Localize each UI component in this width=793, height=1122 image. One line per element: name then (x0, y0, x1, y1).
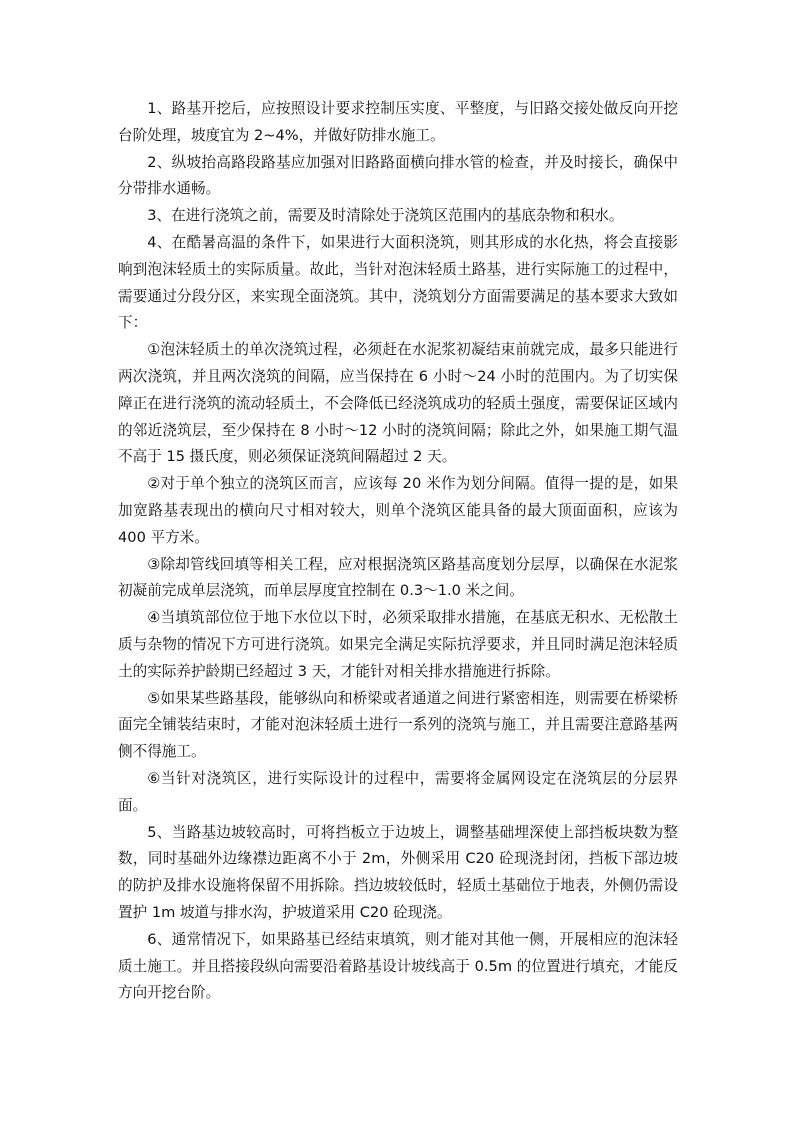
list-item-1: ①泡沫轻质土的单次浇筑过程，必须赶在水泥浆初凝结束前就完成，最多只能进行两次浇筑，并且两次浇筑的间隔，应当保持在 6 小时～24 小时的范围内。为了切实保障正在进行浇筑的流动轻质土，不会降低已经浇筑成功的轻质土强度，需要保证区域内的邻近浇筑层，至少保持在 8 小时～12 小时的浇筑间隔；除此之外，如果施工期气温不高于 15 摄氏度，则必须保证浇筑间隔超过 2 天。 (118, 341, 678, 466)
paragraph-3: 3、在进行浇筑之前，需要及时清除处于浇筑区范围内的基底杂物和积水。 (147, 207, 624, 225)
paragraph-1: 1、路基开挖后，应按照设计要求控制压实度、平整度，与旧路交接处做反向开挖台阶处理，坡度宜为 2~4%，并做好防排水施工。 (118, 100, 678, 144)
paragraph-6: 6、通常情况下，如果路基已经结束填筑，则才能对其他一侧，开展相应的泡沫轻质土施工。并且搭接段纵向需要沿着路基设计坡线高于 0.5m 的位置进行填充，才能反方向开挖台阶。 (118, 930, 678, 1002)
document-body (118, 96, 678, 1007)
list-item-5: ⑤如果某些路基段，能够纵向和桥梁或者通道之间进行紧密相连，则需要在桥梁桥面完全铺装结束时，才能对泡沫轻质土进行一系列的浇筑与施工，并且需要注意路基两侧不得施工。 (118, 689, 678, 761)
paragraph-2: 2、纵坡抬高路段路基应加强对旧路路面横向排水管的检查，并及时接长，确保中分带排水通畅。 (118, 153, 678, 198)
paragraph-4: 4、在酷暑高温的条件下，如果进行大面积浇筑，则其形成的水化热，将会直接影响到泡沫轻质土的实际质量。故此，当针对泡沫轻质土路基，进行实际施工的过程中，需要通过分段分区，来实现全面浇筑。其中，浇筑划分方面需要满足的基本要求大致如下： (118, 233, 678, 332)
paragraph-5: 5、当路基边坡较高时，可将挡板立于边坡上，调整基础埋深使上部挡板块数为整数，同时基础外边缘襟边距离不小于 2m，外侧采用 C20 砼现浇封闭，挡板下部边坡的防护及排水设施将保留不用拆除。挡边坡较低时，轻质土基础位于地表，外侧仍需设置护 1m 坡道与排水沟，护坡道采用 C20 砼现浇。 (118, 823, 678, 921)
list-item-4: ④当填筑部位位于地下水位以下时，必须采取排水措施，在基底无积水、无松散土质与杂物的情况下方可进行浇筑。如果完全满足实际抗浮要求，并且同时满足泡沫轻质土的实际养护龄期已经超过 3 天，才能针对相关排水措施进行拆除。 (118, 609, 678, 680)
list-item-2: ②对于单个独立的浇筑区而言，应该每 20 米作为划分间隔。值得一提的是，如果加宽路基表现出的横向尺寸相对较大，则单个浇筑区能具备的最大顶面面积，应该为 400 平方米。 (118, 475, 678, 546)
list-item-3: ③除却管线回填等相关工程，应对根据浇筑区路基高度划分层厚，以确保在水泥浆初凝前完成单层浇筑，而单层厚度宜控制在 0.3～1.0 米之间。 (118, 555, 678, 600)
list-item-6: ⑥当针对浇筑区，进行实际设计的过程中，需要将金属网设定在浇筑层的分层界面。 (118, 769, 678, 814)
